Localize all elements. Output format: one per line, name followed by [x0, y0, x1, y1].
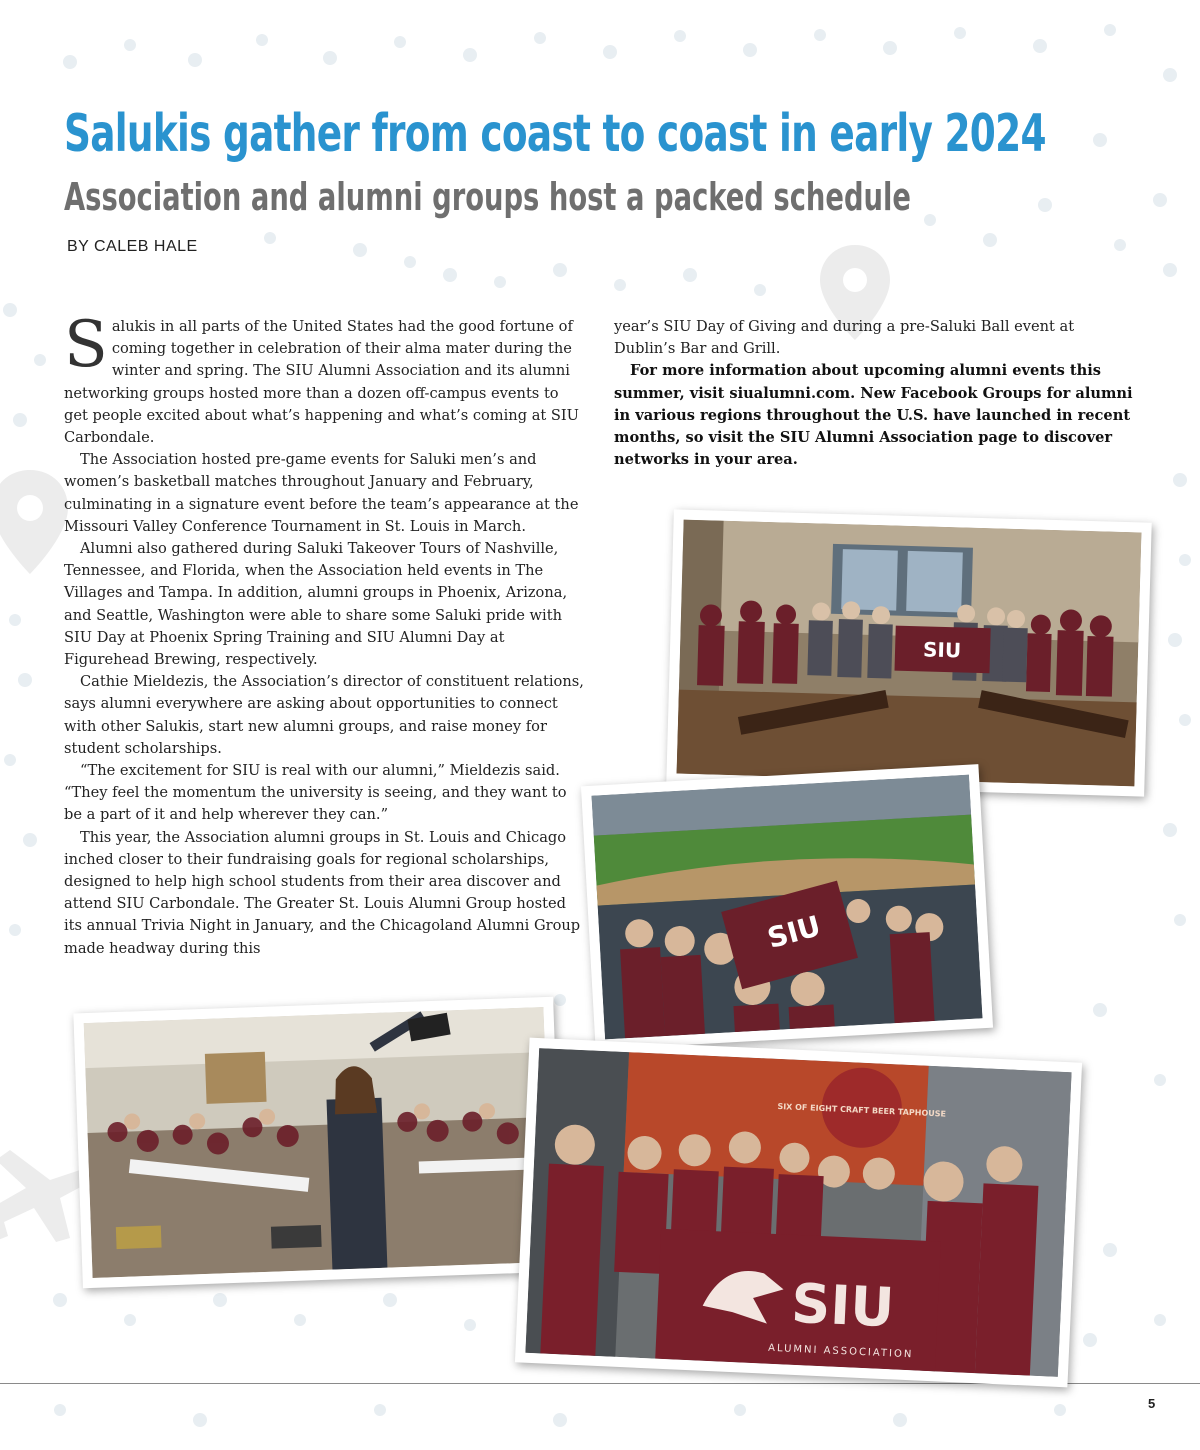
banner-siu-text: SIU: [922, 637, 962, 663]
events-info-callout: For more information about upcoming alumni events this summer, visit siualumni.com. New Facebook Groups for alumni in various regions throughout the U.S. have launched in recent months, so visit the SIU Alumni Association page to discover networks in your area.: [614, 362, 1133, 469]
article-title: Salukis gather from coast to coast in early 2024: [64, 104, 1046, 164]
banner-siu-text: SIU: [790, 1271, 896, 1340]
body-paragraph-3: Alumni also gathered during Saluki Takeover Tours of Nashville, Tennessee, and Florida, when the Association held events in The Villages and Tampa. In addition, alumni groups in Phoenix, Arizona, and Seattle, Washington were able to share some Saluki pride with SIU Day at Phoenix Spring Training and SIU Alumni Day at Figurehead Brewing, respectively.: [64, 540, 568, 669]
photo-trivia-night: [73, 997, 562, 1289]
article-column-left: [64, 308, 584, 960]
body-paragraph-2: The Association hosted pre-game events for Saluki men’s and women’s basketball matches throughout January and February, culminating in a signature event before the team’s appearance at the Missouri Valley Conference Tournament in St. Louis in March.: [64, 451, 579, 535]
banner-alumni-association-text: ALUMNI ASSOCIATION: [767, 1342, 914, 1361]
drop-cap: S: [64, 308, 108, 382]
trivia-night-photo: [84, 1007, 553, 1278]
photo-ballpark-gathering: [581, 764, 993, 1050]
body-paragraph-7: year’s SIU Day of Giving and during a pre-Saluki Ball event at Dublin’s Bar and Grill.: [614, 318, 1075, 358]
restaurant-group-photo: [677, 520, 1142, 787]
body-paragraph-4: Cathie Mieldezis, the Association’s director of constituent relations, says alumni everywhere are asking about opportunities to connect with other Salukis, start new alumni groups, and raise money for student scholarships.: [64, 673, 584, 757]
taphouse-sign-text: SIX OF EIGHT CRAFT BEER TAPHOUSE: [777, 1101, 947, 1119]
body-paragraph-1: [64, 308, 584, 449]
article-subtitle: Association and alumni groups host a packed schedule: [64, 175, 911, 219]
photo-taphouse-gathering: [515, 1038, 1082, 1388]
page-number: 5: [1148, 1396, 1156, 1411]
photo-restaurant-gathering: [666, 509, 1151, 796]
paragraph-text: alukis in all parts of the United States had the good fortune of coming together in celebration of their alma mater during the winter and spring. The SIU Alumni Association and its alumni networking groups hosted more than a dozen off-campus events to get people excited about what’s happening and what’s coming at SIU Carbondale.: [64, 318, 579, 447]
taphouse-group-photo: [525, 1048, 1071, 1377]
ballpark-group-photo: [591, 775, 982, 1040]
article-column-right: [614, 316, 1134, 471]
banner-siu-text: SIU: [763, 909, 825, 956]
body-paragraph-6: This year, the Association alumni groups in St. Louis and Chicago inched closer to their fundraising goals for regional scholarships, designed to help high school students from their area discover and attend SIU Carbondale. The Greater St. Louis Alumni Group hosted its annual Trivia Night in January, and the Chicagoland Alumni Group made headway during this: [64, 828, 581, 957]
body-paragraph-5: “The excitement for SIU is real with our alumni,” Mieldezis said. “They feel the momentum the university is seeing, and they want to be a part of it and help wherever they can.”: [64, 762, 567, 824]
byline: BY CALEB HALE: [67, 238, 198, 255]
